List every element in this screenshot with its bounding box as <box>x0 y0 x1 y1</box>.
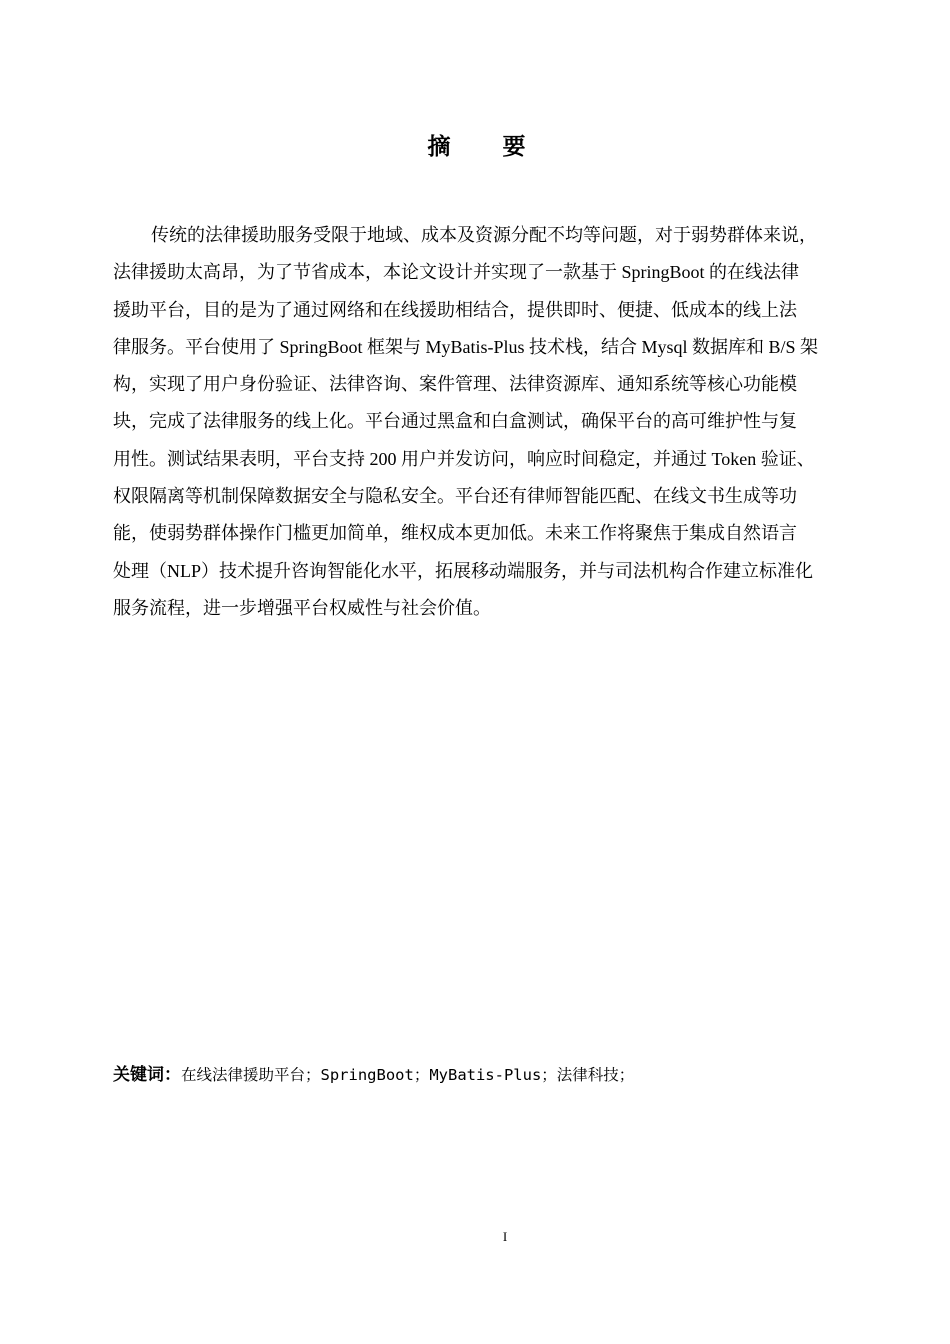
abstract-title: 摘 要 <box>427 134 548 160</box>
keywords-value: 在线法律援助平台；SpringBoot；MyBatis-Plus；法律科技； <box>181 1066 635 1084</box>
abstract-line-10: 处理（NLP）技术提升咨询智能化水平，拓展移动端服务，并与司法机构合作建立标准化 <box>113 560 814 581</box>
abstract-line-4: 律服务。平台使用了 SpringBoot 框架与 MyBatis-Plus 技术栈，结合 Mysql 数据库和 B/S 架 <box>113 336 819 357</box>
abstract-line-1: 传统的法律援助服务受限于地域、成本及资源分配不均等问题，对于弱势群体来说， <box>151 225 817 245</box>
abstract-line-3: 援助平台，目的是为了通过网络和在线援助相结合，提供即时、便捷、低成本的线上法 <box>113 299 797 320</box>
abstract-line-11: 服务流程，进一步增强平台权威性与社会价值。 <box>113 597 491 618</box>
keywords <box>113 1062 873 1088</box>
abstract-body <box>113 217 873 627</box>
abstract-line-9: 能，使弱势群体操作门槛更加简单，维权成本更加低。未来工作将聚焦于集成自然语言 <box>113 523 797 544</box>
abstract-line-6: 块，完成了法律服务的线上化。平台通过黑盒和白盒测试，确保平台的高可维护性与复 <box>113 411 797 432</box>
page-number: I <box>502 1229 508 1244</box>
abstract-line-2: 法律援助太高昂，为了节省成本，本论文设计并实现了一款基于 SpringBoot 的在线法律 <box>113 262 800 283</box>
abstract-line-7: 用性。测试结果表明，平台支持 200 用户并发访问，响应时间稳定，并通过 Token 验证、 <box>113 448 815 469</box>
keywords-label: 关键词： <box>113 1065 181 1085</box>
abstract-line-8: 权限隔离等机制保障数据安全与隐私安全。平台还有律师智能匹配、在线文书生成等功 <box>113 486 797 507</box>
abstract-line-5: 构，实现了用户身份验证、法律咨询、案件管理、法律资源库、通知系统等核心功能模 <box>113 374 797 395</box>
